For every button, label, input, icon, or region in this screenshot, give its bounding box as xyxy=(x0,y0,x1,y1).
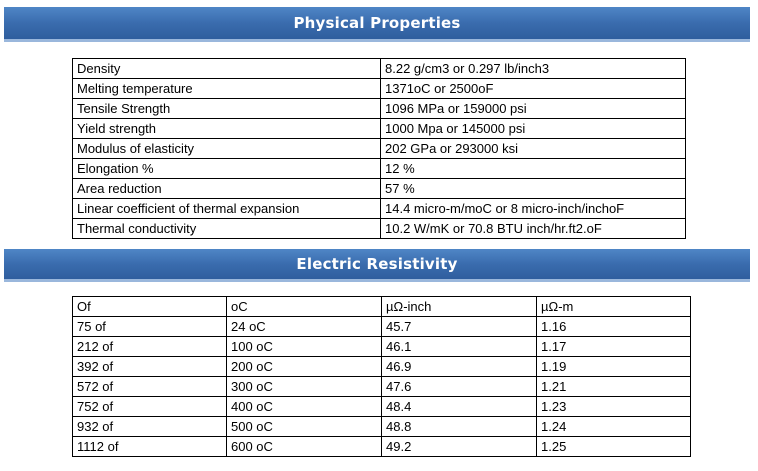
cell-micro-ohm-m: 1.19 xyxy=(537,357,691,377)
cell-micro-ohm-inch: 47.6 xyxy=(382,377,537,397)
property-label: Melting temperature xyxy=(73,79,381,99)
cell-of: 392 of xyxy=(73,357,227,377)
table-row xyxy=(73,417,691,437)
column-header-oc: oC xyxy=(227,297,382,317)
table-row xyxy=(73,59,686,79)
property-value: 202 GPa or 293000 ksi xyxy=(381,139,686,159)
cell-oc: 200 oC xyxy=(227,357,382,377)
property-value: 57 % xyxy=(381,179,686,199)
property-value: 12 % xyxy=(381,159,686,179)
table-row xyxy=(73,397,691,417)
property-label: Elongation % xyxy=(73,159,381,179)
property-value: 14.4 micro-m/moC or 8 micro-inch/inchoF xyxy=(381,199,686,219)
table-row xyxy=(73,159,686,179)
cell-of: 932 of xyxy=(73,417,227,437)
property-value: 1371oC or 2500oF xyxy=(381,79,686,99)
cell-micro-ohm-m: 1.17 xyxy=(537,337,691,357)
property-label: Thermal conductivity xyxy=(73,219,381,239)
cell-micro-ohm-inch: 49.2 xyxy=(382,437,537,457)
cell-of: 752 of xyxy=(73,397,227,417)
cell-oc: 300 oC xyxy=(227,377,382,397)
cell-oc: 24 oC xyxy=(227,317,382,337)
cell-micro-ohm-inch: 45.7 xyxy=(382,317,537,337)
physical-properties-heading: Physical Properties xyxy=(4,7,750,42)
table-row xyxy=(73,437,691,457)
property-value: 1000 Mpa or 145000 psi xyxy=(381,119,686,139)
property-value: 10.2 W/mK or 70.8 BTU inch/hr.ft2.oF xyxy=(381,219,686,239)
property-label: Density xyxy=(73,59,381,79)
cell-of: 75 of xyxy=(73,317,227,337)
cell-oc: 100 oC xyxy=(227,337,382,357)
property-label: Modulus of elasticity xyxy=(73,139,381,159)
cell-oc: 500 oC xyxy=(227,417,382,437)
property-value: 8.22 g/cm3 or 0.297 lb/inch3 xyxy=(381,59,686,79)
property-label: Yield strength xyxy=(73,119,381,139)
cell-oc: 600 oC xyxy=(227,437,382,457)
cell-micro-ohm-inch: 48.4 xyxy=(382,397,537,417)
cell-micro-ohm-m: 1.25 xyxy=(537,437,691,457)
physical-properties-table xyxy=(72,58,686,239)
column-header-micro-ohm-inch: µΩ-inch xyxy=(382,297,537,317)
table-row xyxy=(73,317,691,337)
table-row xyxy=(73,179,686,199)
property-label: Linear coefficient of thermal expansion xyxy=(73,199,381,219)
cell-micro-ohm-m: 1.21 xyxy=(537,377,691,397)
cell-micro-ohm-m: 1.24 xyxy=(537,417,691,437)
table-header-row xyxy=(73,297,691,317)
table-row xyxy=(73,357,691,377)
cell-micro-ohm-inch: 46.1 xyxy=(382,337,537,357)
property-value: 1096 MPa or 159000 psi xyxy=(381,99,686,119)
table-row xyxy=(73,139,686,159)
cell-of: 572 of xyxy=(73,377,227,397)
cell-of: 1112 of xyxy=(73,437,227,457)
electric-resistivity-table xyxy=(72,296,691,457)
cell-of: 212 of xyxy=(73,337,227,357)
property-label: Tensile Strength xyxy=(73,99,381,119)
cell-micro-ohm-inch: 46.9 xyxy=(382,357,537,377)
cell-micro-ohm-m: 1.16 xyxy=(537,317,691,337)
table-row xyxy=(73,219,686,239)
table-row xyxy=(73,119,686,139)
cell-oc: 400 oC xyxy=(227,397,382,417)
table-row xyxy=(73,99,686,119)
table-row xyxy=(73,79,686,99)
column-header-of: Of xyxy=(73,297,227,317)
table-row xyxy=(73,377,691,397)
table-row xyxy=(73,337,691,357)
table-row xyxy=(73,199,686,219)
electric-resistivity-heading: Electric Resistivity xyxy=(4,249,750,282)
cell-micro-ohm-m: 1.23 xyxy=(537,397,691,417)
property-label: Area reduction xyxy=(73,179,381,199)
column-header-micro-ohm-m: µΩ-m xyxy=(537,297,691,317)
cell-micro-ohm-inch: 48.8 xyxy=(382,417,537,437)
